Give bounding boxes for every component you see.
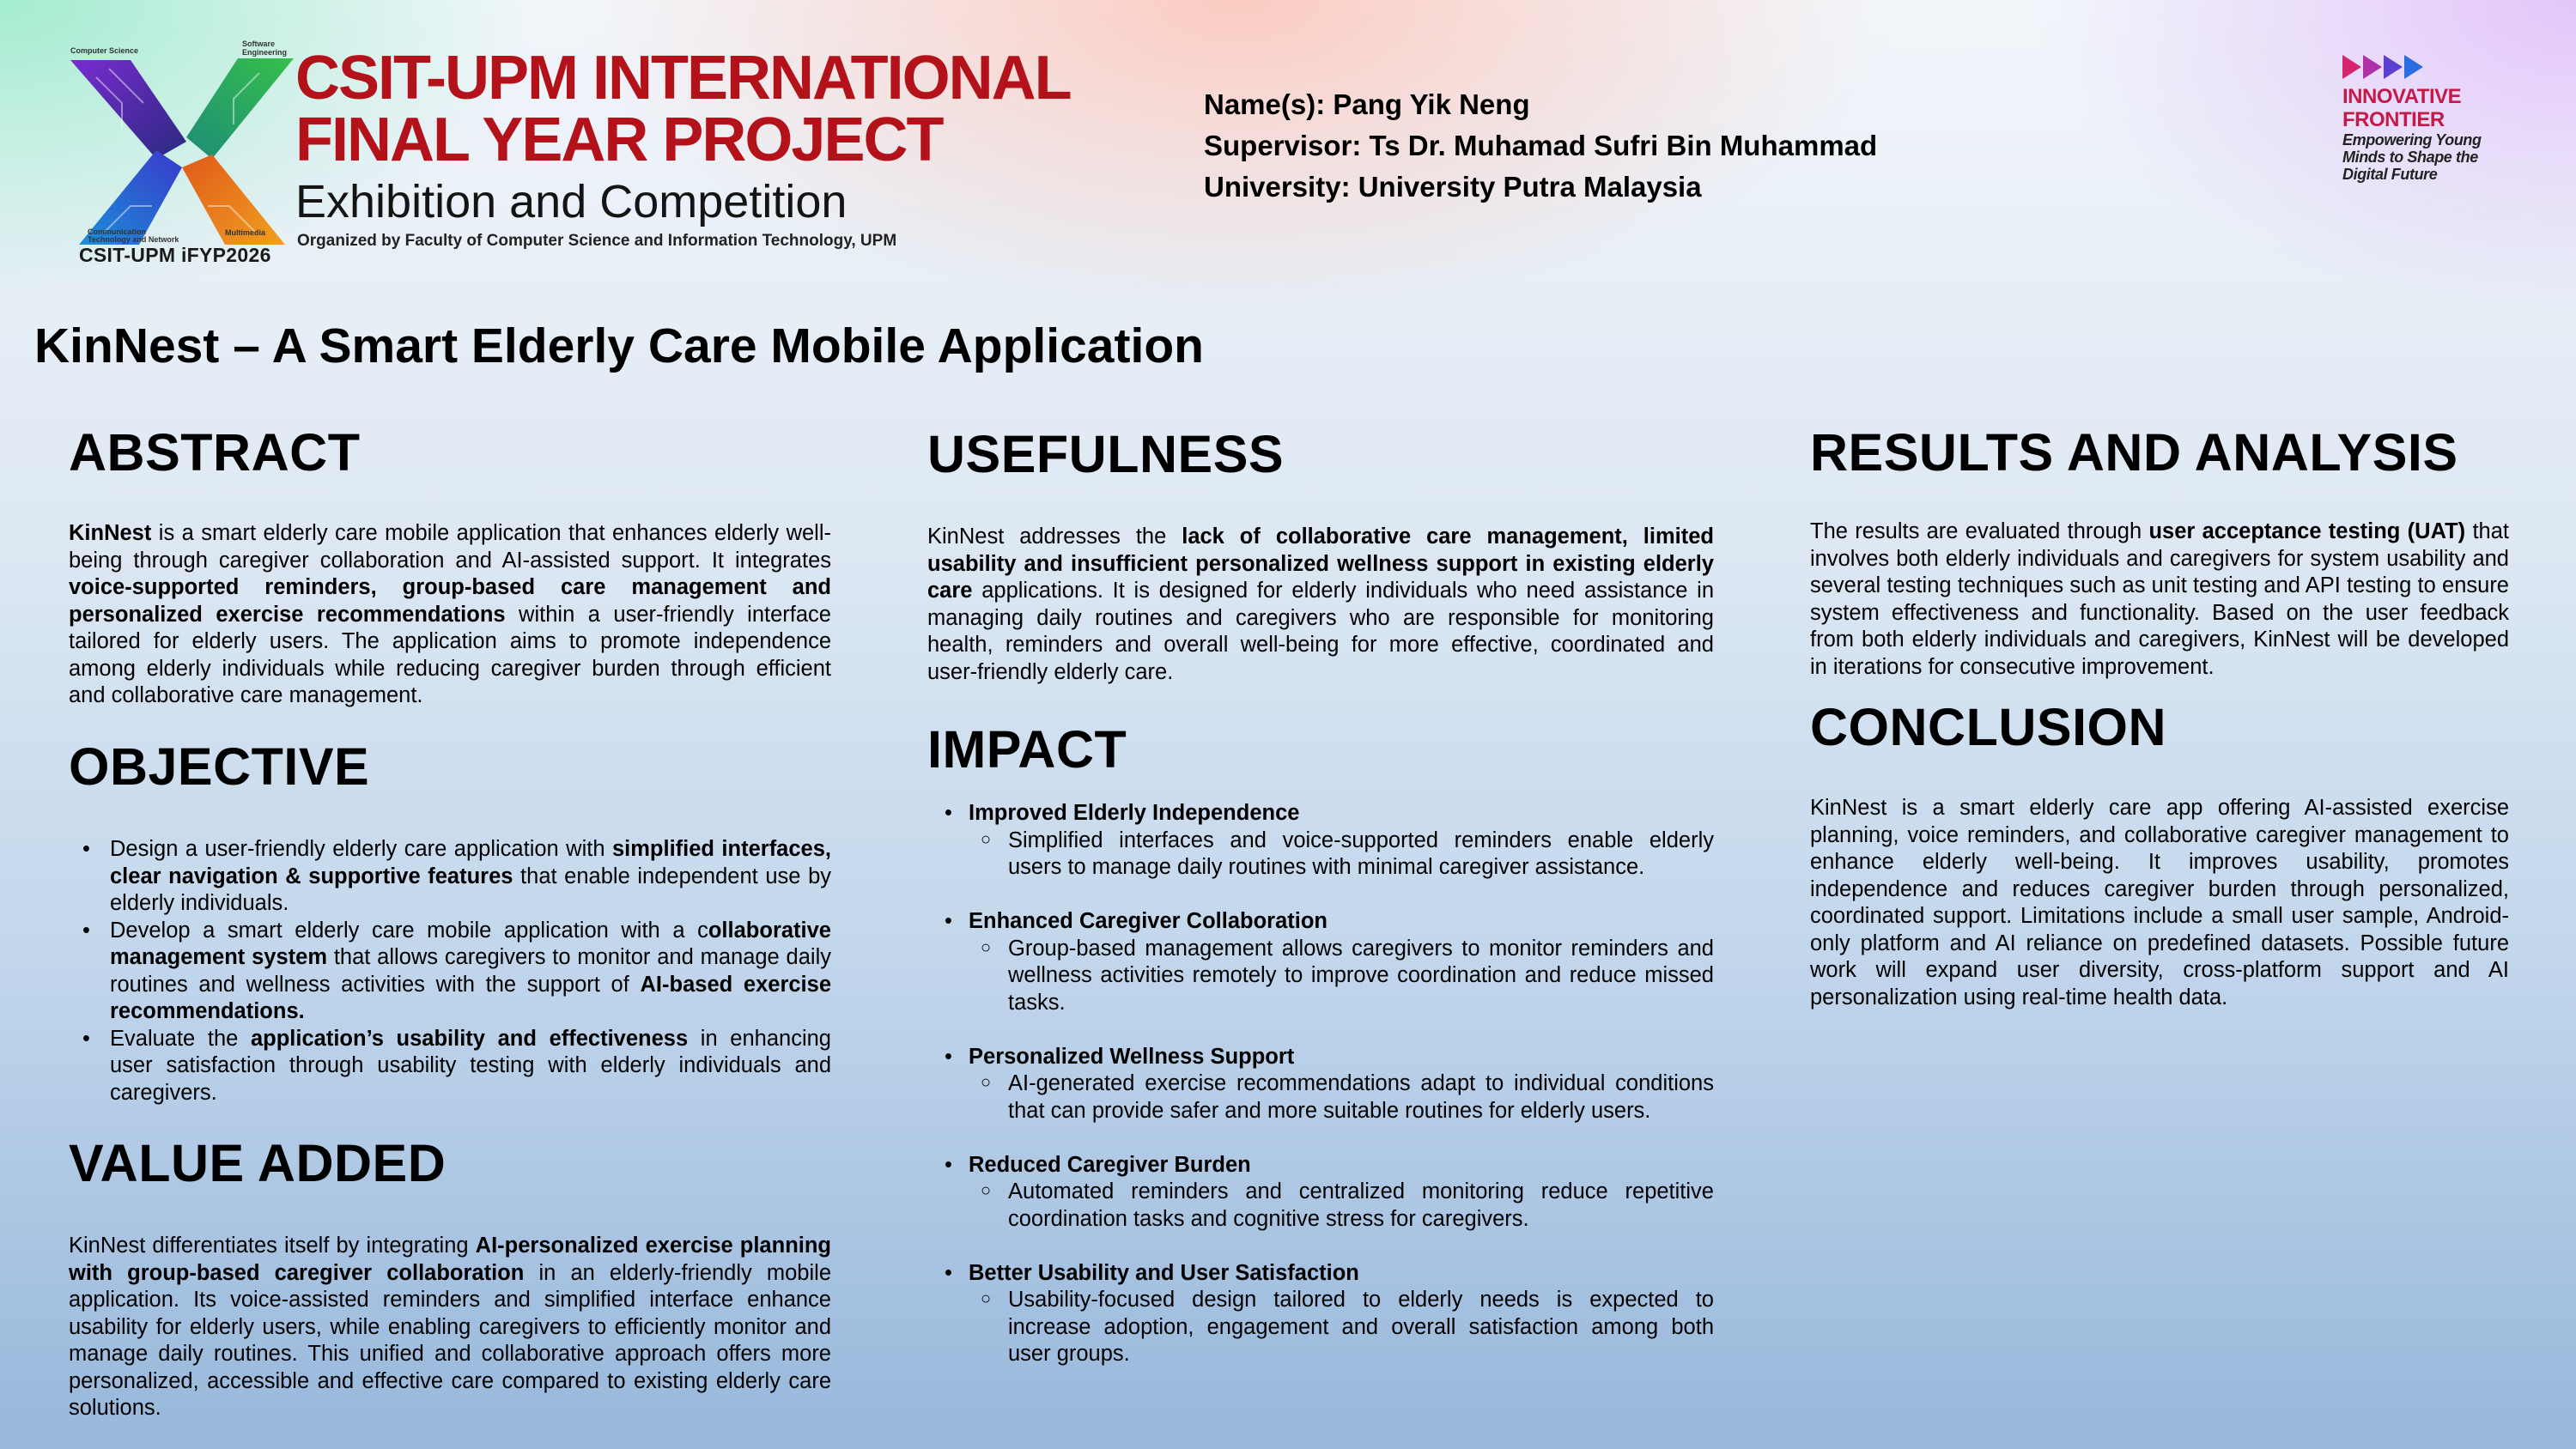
conclusion-section [1810,697,2509,1011]
event-title-line1: CSIT-UPM INTERNATIONAL [295,44,1071,112]
organizer-text: Organized by Faculty of Computer Science and Information Technology, UPM [297,232,897,250]
objective-item [110,1026,831,1107]
impact-item-title: Reduced Caregiver Burden [969,1152,1251,1177]
author-info [1204,84,1877,208]
value-added-bold: AI-personalized exercise planning with group-based caregiver collaboration [69,1234,832,1285]
university-name: University: University Putra Malaysia [1204,171,1702,203]
results-heading: RESULTS AND ANALYSIS [1810,423,2458,482]
abstract-text-part-2: is a smart elderly care mobile application that enhances elderly well-being through caregiver collaboration and AI-assisted support. It integrates [69,521,831,573]
objective-2-bold-b: ollaborative management system [110,918,831,969]
abstract-section [69,422,831,710]
impact-item-detail: ○ Usability-focused design tailored to elderly needs is expected to increase adoption, engagement and overall satisfaction among both user groups. [1008,1287,1714,1368]
abstract-text-bold-3: voice-supported reminders, group-based care management and personalized exercise recommendations [69,575,831,627]
conclusion-text: KinNest is a smart elderly care app offering AI-assisted exercise planning, voice reminders, and collaborative caregiver management to enhance elderly well-being. It improves usability, promotes independence and reduces caregiver burden through personalized, coordinated support. Limitations include a small user sample, Android-only platform and AI reliance on predefined datasets. Possible future work will expand user diversity, cross-platform support and AI personalization using real-time health data. [1810,796,2509,1009]
impact-item-detail: ○ AI-generated exercise recommendations adapt to individual conditions that can provide safer and more suitable routines for elderly users. [1008,1070,1714,1125]
value-added-part-1: KinNest differentiates itself by integrating [69,1234,476,1258]
objective-heading: OBJECTIVE [69,737,370,796]
usefulness-part-1: KinNest addresses the [927,524,1182,549]
usefulness-section [927,424,1714,686]
value-added-text [69,1233,831,1422]
event-code: CSIT-UPM iFYP2026 [79,244,271,266]
supervisor-name: Supervisor: Ts Dr. Muhamad Sufri Bin Muhammad [1204,130,1878,161]
impact-item-detail: ○ Group-based management allows caregivers to monitor reminders and wellness activities remotely to improve coordination and reduce missed tasks. [1008,936,1714,1017]
results-part-3: that involves both elderly individuals and caregivers for system usability and several testing techniques such as unit testing and API testing to ensure system effectiveness and functionality. Based on the user feedback from both elderly individuals and caregivers, KinNest will be developed in iterations for consecutive improvement. [1810,519,2509,679]
usefulness-part-3: applications. It is designed for elderly individuals who need assistance in managing daily routines and caregivers who are responsible for monitoring health, reminders and overall well-being for more effective, coordinated and user-friendly elderly care. [927,579,1714,684]
x-logo-graphic [70,52,294,249]
objective-2-part-c: that allows caregivers to monitor and manage daily routines and wellness activities with the support of [110,945,831,997]
impact-item [969,908,1714,1016]
logo-caption-computer-science: Computer Science [70,46,139,55]
csit-upm-x-logo [70,39,294,249]
results-part-1: The results are evaluated through [1810,519,2149,543]
if-tagline-line3: Digital Future [2342,166,2438,183]
impact-item [969,1260,1714,1368]
objective-item [110,836,831,918]
impact-item-title: Enhanced Caregiver Collaboration [969,909,1328,933]
value-added-section [69,1133,831,1422]
event-title-line2: FINAL YEAR PROJECT [295,106,943,174]
innovative-frontier-logo [2342,55,2549,192]
logo-caption-multimedia: Multimedia [225,228,266,237]
abstract-heading: ABSTRACT [69,423,361,482]
value-added-heading: VALUE ADDED [69,1134,447,1192]
impact-item [969,800,1714,882]
results-section [1810,422,2509,681]
results-bold: user acceptance testing (UAT) [2148,519,2466,543]
impact-item-title: Improved Elderly Independence [969,801,1300,825]
impact-item-detail: ○ Automated reminders and centralized monitoring reduce repetitive coordination tasks and cognitive stress for caregivers. [1008,1179,1714,1233]
objective-3-bold: application’s usability and effectiveness [250,1026,689,1051]
objective-1-bold: simplified interfaces, clear navigation & supportive features [110,837,831,888]
objective-list [69,836,831,1106]
impact-heading: IMPACT [927,720,1127,779]
results-text [1810,518,2509,681]
objective-section [69,737,831,1106]
abstract-text [69,520,831,710]
objective-2-part-a: Develop a smart elderly care mobile application with a c [110,918,708,943]
usefulness-bold: lack of collaborative care management, limited usability and insufficient personalized wellness support in existing elderly care [927,524,1714,603]
objective-item [110,918,831,1026]
usefulness-text [927,524,1714,686]
impact-list [927,800,1714,1368]
logo-caption-communication-technology: Communication Technology and Network [88,227,179,244]
impact-item-detail: ○ Simplified interfaces and voice-supported reminders enable elderly users to manage daily routines with minimal caregiver assistance. [1008,828,1714,882]
objective-3-part-a: Evaluate the [110,1026,251,1051]
objective-3-part-c: in enhancing user satisfaction through usability testing with elderly individuals and caregivers. [110,1026,831,1105]
usefulness-heading: USEFULNESS [927,425,1285,483]
arrows-icon [2342,55,2549,84]
impact-item [969,1044,1714,1125]
if-tagline-line2: Minds to Shape the [2342,149,2478,166]
impact-section [927,719,1714,1395]
objective-2-bold-d: AI-based exercise recommendations. [110,972,831,1023]
objective-1-part-a: Design a user-friendly elderly care application with [110,837,612,861]
abstract-text-part-4: within a user-friendly interface tailored for elderly users. The application aims to promote independence among elderly individuals while reducing caregiver burden through efficient and collaborative care management. [69,602,831,707]
objective-1-part-c: that enable independent use by elderly individuals. [110,864,831,915]
project-title: KinNest – A Smart Elderly Care Mobile Application [34,318,1204,373]
conclusion-heading: CONCLUSION [1810,698,2167,756]
event-title-line3: Exhibition and Competition [295,176,848,227]
author-names: Name(s): Pang Yik Neng [1204,88,1530,120]
impact-item [969,1152,1714,1234]
value-added-part-3: in an elderly-friendly mobile application. Its voice-assisted reminders and simplified interface enhance usability for elderly users, while enabling caregivers to efficiently monitor and manage daily routines. This unified and collaborative approach offers more personalized, accessible and effective care compared to existing elderly care solutions. [69,1260,831,1420]
if-title-line1: INNOVATIVE [2342,85,2462,108]
impact-item-title: Personalized Wellness Support [969,1044,1295,1069]
impact-item-title: Better Usability and User Satisfaction [969,1260,1359,1285]
abstract-text-bold-1: KinNest [69,521,152,545]
if-title-line2: FRONTIER [2342,108,2445,131]
if-tagline-line1: Empowering Young [2342,131,2482,149]
logo-caption-software-engineering: Software Engineering [242,39,288,57]
